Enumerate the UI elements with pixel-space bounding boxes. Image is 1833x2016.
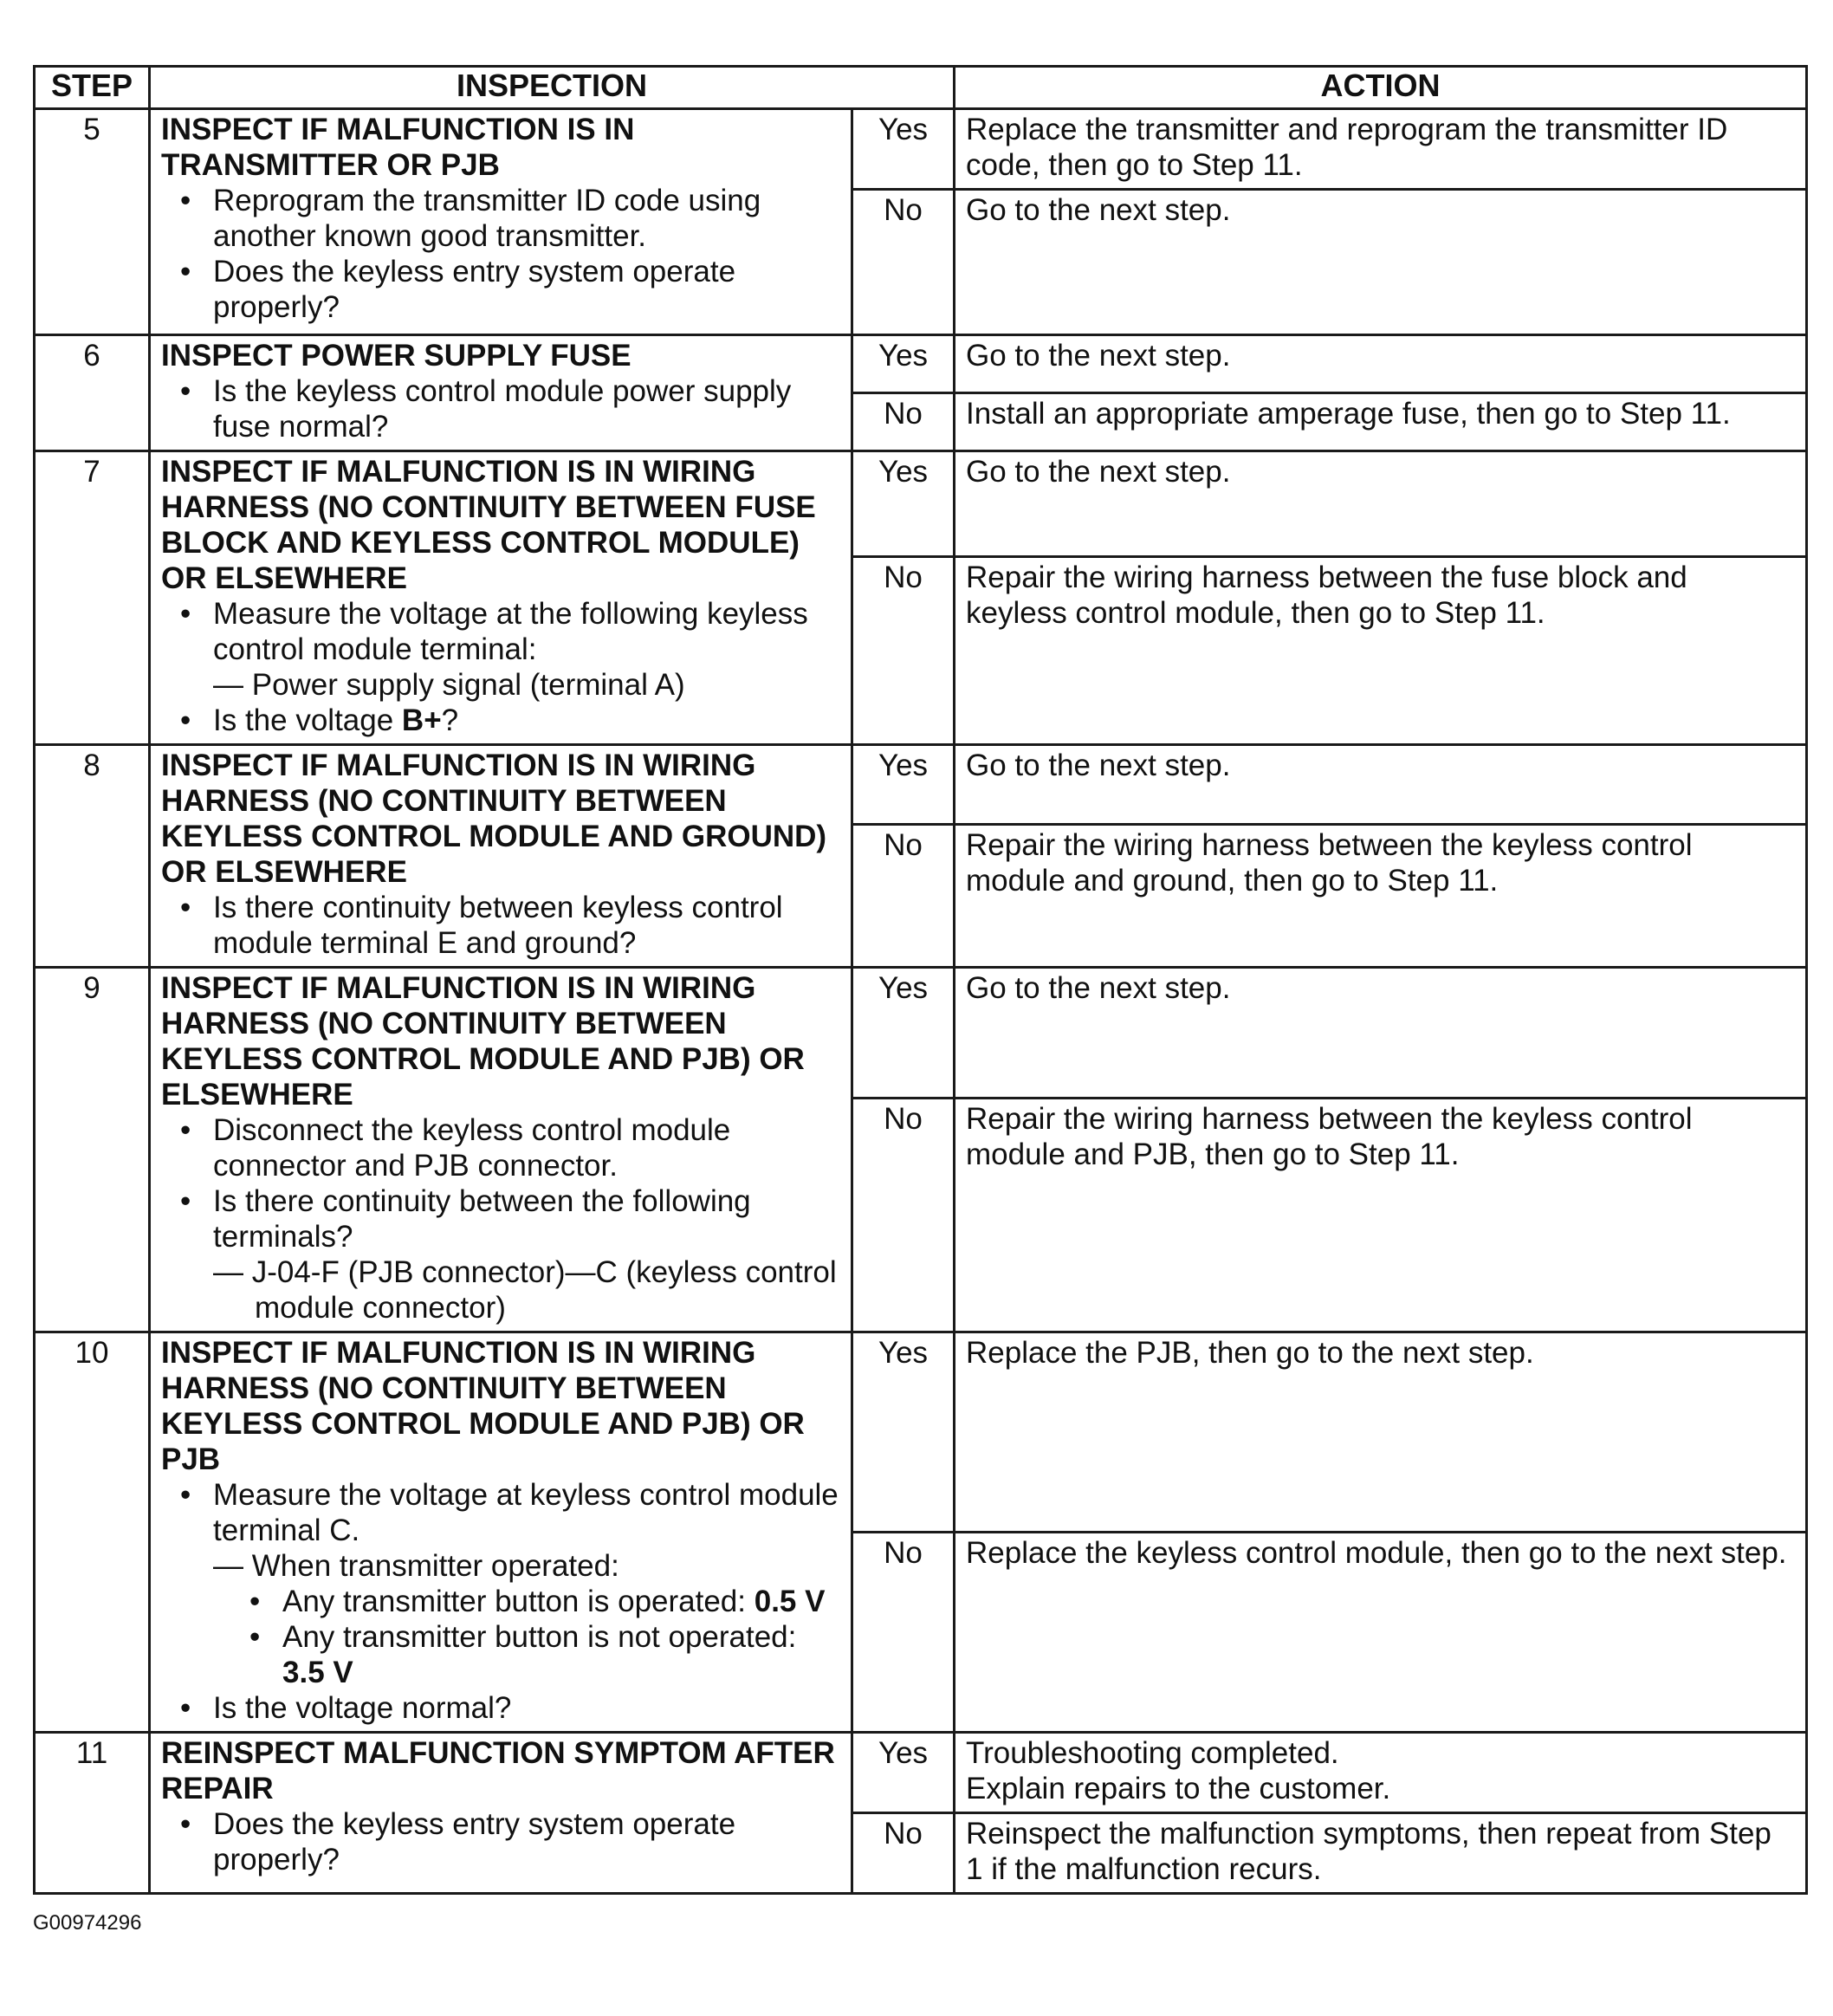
inspection-title: REINSPECT MALFUNCTION SYMPTOM AFTER REPAIR xyxy=(161,1736,835,1805)
inspection-bullets xyxy=(161,1112,840,1326)
yes-label: Yes xyxy=(852,109,955,190)
no-action: Replace the keyless control module, then go to the next step. xyxy=(955,1533,1807,1733)
inspection-bullet-text: • Is there continuity between the following terminals? xyxy=(213,1184,751,1254)
no-label: No xyxy=(852,190,955,335)
yes-label: Yes xyxy=(852,968,955,1099)
inspection-dash-item: — J-04-F (PJB connector)—C (keyless control module connector) xyxy=(213,1255,837,1325)
inspection-bullet-text: • Measure the voltage at keyless control module terminal C. xyxy=(213,1478,839,1547)
yes-action-line: Troubleshooting completed. xyxy=(966,1736,1339,1770)
step-number: 7 xyxy=(35,451,150,745)
inspection-sub-bullet-bold: 3.5 V xyxy=(282,1656,353,1689)
inspection-bullet: • Is the keyless control module power supply fuse normal? xyxy=(213,373,840,444)
inspection-cell xyxy=(150,745,852,968)
inspection-bullet: • Is there continuity between keyless control module terminal E and ground? xyxy=(213,890,840,961)
inspection-bullets xyxy=(161,1690,840,1726)
yes-label: Yes xyxy=(852,1733,955,1813)
no-action: Install an appropriate amperage fuse, then go to Step 11. xyxy=(955,393,1807,451)
inspection-bullet xyxy=(213,1183,840,1326)
inspection-title: INSPECT POWER SUPPLY FUSE xyxy=(161,339,632,373)
step-number: 9 xyxy=(35,968,150,1332)
inspection-cell xyxy=(150,335,852,451)
inspection-title: INSPECT IF MALFUNCTION IS IN WIRING HARNESS (NO CONTINUITY BETWEEN KEYLESS CONTROL MODULE AND PJB) OR ELSEWHERE xyxy=(161,971,805,1112)
yes-action: Go to the next step. xyxy=(955,745,1807,825)
inspection-bullet-text: ? xyxy=(441,703,459,737)
inspection-bullets xyxy=(161,596,840,738)
inspection-cell xyxy=(150,109,852,335)
inspection-cell xyxy=(150,968,852,1332)
inspection-dash-item: — When transmitter operated: xyxy=(213,1549,619,1583)
inspection-cell xyxy=(150,451,852,745)
inspection-sub-bullet xyxy=(282,1619,840,1690)
header-row xyxy=(35,67,1807,109)
step-number: 5 xyxy=(35,109,150,335)
inspection-sub-bullet-text: Any transmitter button is not operated: xyxy=(282,1620,797,1654)
no-label: No xyxy=(852,825,955,968)
step-row-11-yes xyxy=(35,1733,1807,1813)
yes-label: Yes xyxy=(852,335,955,393)
inspection-bullets xyxy=(161,183,840,325)
header-inspection: INSPECTION xyxy=(150,67,955,109)
inspection-bullet-bold: B+ xyxy=(401,703,442,737)
troubleshooting-table xyxy=(33,65,1808,1895)
step-row-6-yes xyxy=(35,335,1807,393)
inspection-title: INSPECT IF MALFUNCTION IS IN TRANSMITTER OR PJB xyxy=(161,113,635,182)
inspection-bullet: • Does the keyless entry system operate properly? xyxy=(213,1806,840,1877)
inspection-sub-bullet-bold: 0.5 V xyxy=(754,1585,826,1618)
header-action: ACTION xyxy=(955,67,1807,109)
step-row-10-yes xyxy=(35,1332,1807,1533)
inspection-bullet: • Disconnect the keyless control module connector and PJB connector. xyxy=(213,1112,840,1183)
step-number: 11 xyxy=(35,1733,150,1894)
yes-label: Yes xyxy=(852,1332,955,1533)
inspection-cell xyxy=(150,1733,852,1894)
step-row-5-yes xyxy=(35,109,1807,190)
no-action: Repair the wiring harness between the keyless control module and ground, then go to Step 11. xyxy=(955,825,1807,968)
inspection-bullet-text: • Measure the voltage at the following keyless control module terminal: xyxy=(213,597,808,666)
inspection-bullet: • Is the voltage normal? xyxy=(213,1690,840,1726)
inspection-bullets xyxy=(161,1477,840,1584)
inspection-sub-bullet xyxy=(282,1584,840,1619)
yes-action-line: Explain repairs to the customer. xyxy=(966,1772,1391,1805)
yes-action: Replace the transmitter and reprogram the transmitter ID code, then go to Step 11. xyxy=(955,109,1807,190)
yes-action: Go to the next step. xyxy=(955,335,1807,393)
inspection-bullets xyxy=(161,1806,840,1877)
header-step: STEP xyxy=(35,67,150,109)
inspection-bullet-text: Is the voltage xyxy=(213,703,402,737)
no-label: No xyxy=(852,1813,955,1894)
step-row-7-yes xyxy=(35,451,1807,557)
step-row-9-yes xyxy=(35,968,1807,1099)
yes-action: Go to the next step. xyxy=(955,451,1807,557)
no-label: No xyxy=(852,1098,955,1332)
inspection-bullet xyxy=(213,703,840,738)
no-action: Repair the wiring harness between the fuse block and keyless control module, then go to Step 11. xyxy=(955,556,1807,744)
inspection-bullets xyxy=(161,890,840,961)
inspection-sub-bullet-text: Any transmitter button is operated: xyxy=(282,1585,755,1618)
inspection-bullets xyxy=(161,373,840,444)
no-label: No xyxy=(852,393,955,451)
no-action: Repair the wiring harness between the keyless control module and PJB, then go to Step 11. xyxy=(955,1098,1807,1332)
no-action: Reinspect the malfunction symptoms, then repeat from Step 1 if the malfunction recurs. xyxy=(955,1813,1807,1894)
step-number: 8 xyxy=(35,745,150,968)
yes-action xyxy=(955,1733,1807,1813)
inspection-title: INSPECT IF MALFUNCTION IS IN WIRING HARNESS (NO CONTINUITY BETWEEN KEYLESS CONTROL MODULE AND PJB) OR PJB xyxy=(161,1336,805,1476)
inspection-dash-item: — Power supply signal (terminal A) xyxy=(213,668,685,702)
inspection-bullet xyxy=(213,1477,840,1584)
no-label: No xyxy=(852,1533,955,1733)
inspection-bullet: • Does the keyless entry system operate properly? xyxy=(213,254,840,325)
inspection-title: INSPECT IF MALFUNCTION IS IN WIRING HARNESS (NO CONTINUITY BETWEEN KEYLESS CONTROL MODULE AND GROUND) OR ELSEWHERE xyxy=(161,749,827,889)
yes-label: Yes xyxy=(852,451,955,557)
inspection-title: INSPECT IF MALFUNCTION IS IN WIRING HARNESS (NO CONTINUITY BETWEEN FUSE BLOCK AND KEYLESS CONTROL MODULE) OR ELSEWHERE xyxy=(161,455,816,595)
inspection-cell xyxy=(150,1332,852,1733)
step-number: 10 xyxy=(35,1332,150,1733)
step-row-8-yes xyxy=(35,745,1807,825)
yes-action: Go to the next step. xyxy=(955,968,1807,1099)
yes-label: Yes xyxy=(852,745,955,825)
step-number: 6 xyxy=(35,335,150,451)
inspection-bullet: • Reprogram the transmitter ID code using another known good transmitter. xyxy=(213,183,840,254)
inspection-bullet xyxy=(213,596,840,703)
document-id: G00974296 xyxy=(33,1911,142,1935)
no-action: Go to the next step. xyxy=(955,190,1807,335)
no-label: No xyxy=(852,556,955,744)
yes-action: Replace the PJB, then go to the next step. xyxy=(955,1332,1807,1533)
inspection-sub-bullets xyxy=(161,1584,840,1690)
